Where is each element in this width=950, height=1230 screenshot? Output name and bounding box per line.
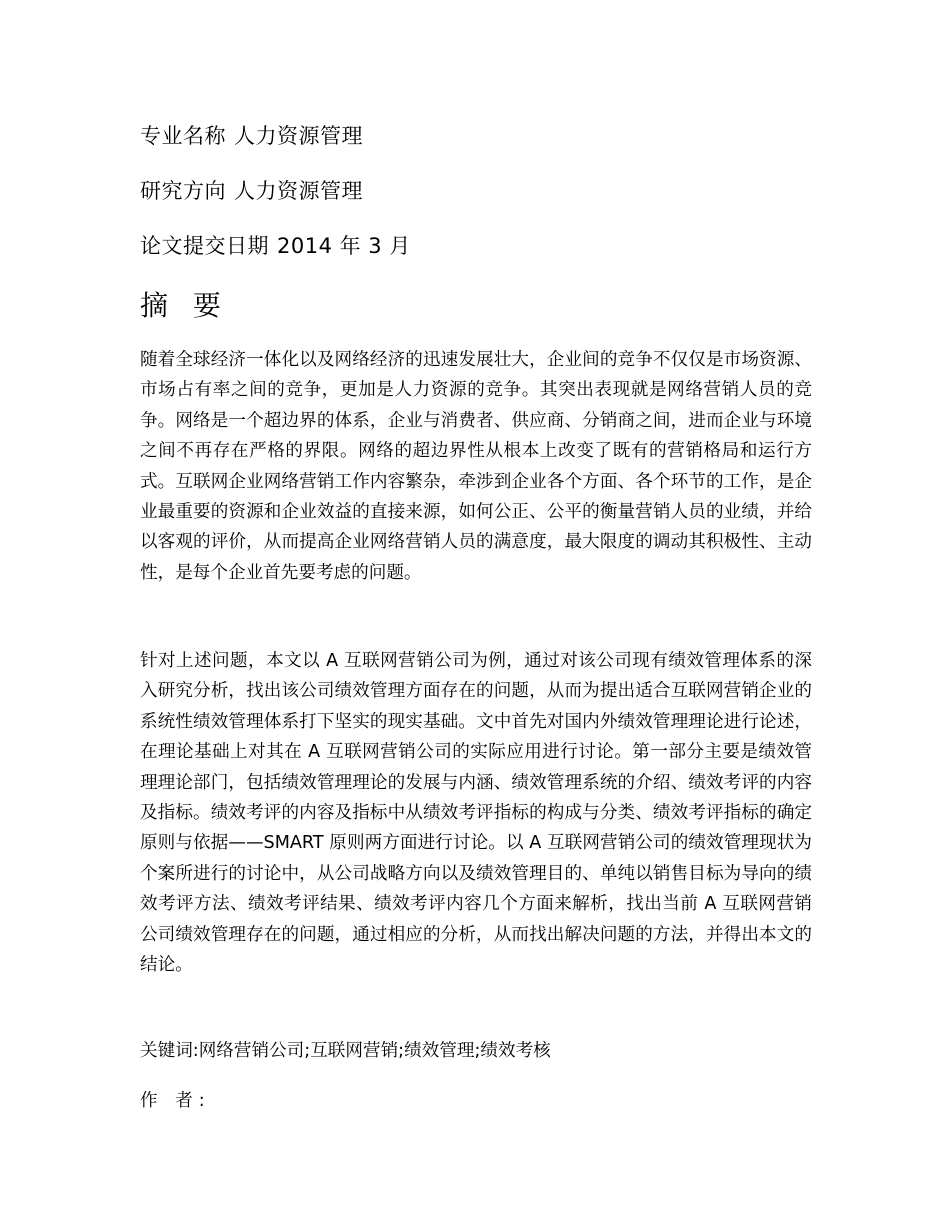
major-value: 人力资源管理	[234, 124, 363, 148]
date-label: 论文提交日期	[140, 234, 269, 258]
author-line: 作 者:	[140, 1091, 211, 1111]
keywords-line: 关键词:网络营销公司;互联网营销;绩效管理;绩效考核	[140, 1041, 551, 1061]
direction-value: 人力资源管理	[234, 179, 363, 203]
abstract-heading: 摘 要	[140, 289, 229, 322]
abstract-paragraph-2: 针对上述问题，本文以 A 互联网营销公司为例，通过对该公司现有绩效管理体系的深入研究分析，找出该公司绩效管理方面存在的问题，从而为提出适合互联网营销企业的系统性绩效管理体系打下坚实的现实基础。文中首先对国内外绩效管理理论进行论述，在理论基础上对其在 A 互联网营销公司的实际应用进行讨论。第一部分主要是绩效管理理论部门，包括绩效管理理论的发展与内涵、绩效管理系统的介绍、绩效考评的内容及指标。绩效考评的内容及指标中从绩效考评指标的构成与分类、绩效考评指标的确定原则与依据——SMART 原则两方面进行讨论。以 A 互联网营销公司的绩效管理现状为个案所进行的讨论中，从公司战略方向以及绩效管理目的、单纯以销售目标为导向的绩效考评方法、绩效考评结果、绩效考评内容几个方面来解析，找出当前 A 互联网营销公司绩效管理存在的问题，通过相应的分析，从而找出解决问题的方法，并得出本文的结论。	[140, 651, 812, 976]
submission-date-line	[140, 232, 411, 260]
abstract-paragraph-1: 随着全球经济一体化以及网络经济的迅速发展壮大，企业间的竞争不仅仅是市场资源、市场占有率之间的竞争，更加是人力资源的竞争。其突出表现就是网络营销人员的竞争。网络是一个超边界的体系，企业与消费者、供应商、分销商之间，进而企业与环境之间不再存在严格的界限。网络的超边界性从根本上改变了既有的营销格局和运行方式。互联网企业网络营销工作内容繁杂，牵涉到企业各个方面、各个环节的工作，是企业最重要的资源和企业效益的直接来源，如何公正、公平的衡量营销人员的业绩，并给以客观的评价，从而提高企业网络营销人员的满意度，最大限度的调动其积极性、主动性，是每个企业首先要考虑的问题。	[140, 350, 812, 583]
major-line	[140, 122, 363, 150]
research-direction-line	[140, 177, 363, 205]
direction-label: 研究方向	[140, 179, 226, 203]
major-label: 专业名称	[140, 124, 226, 148]
date-value: 2014 年 3 月	[277, 234, 411, 258]
